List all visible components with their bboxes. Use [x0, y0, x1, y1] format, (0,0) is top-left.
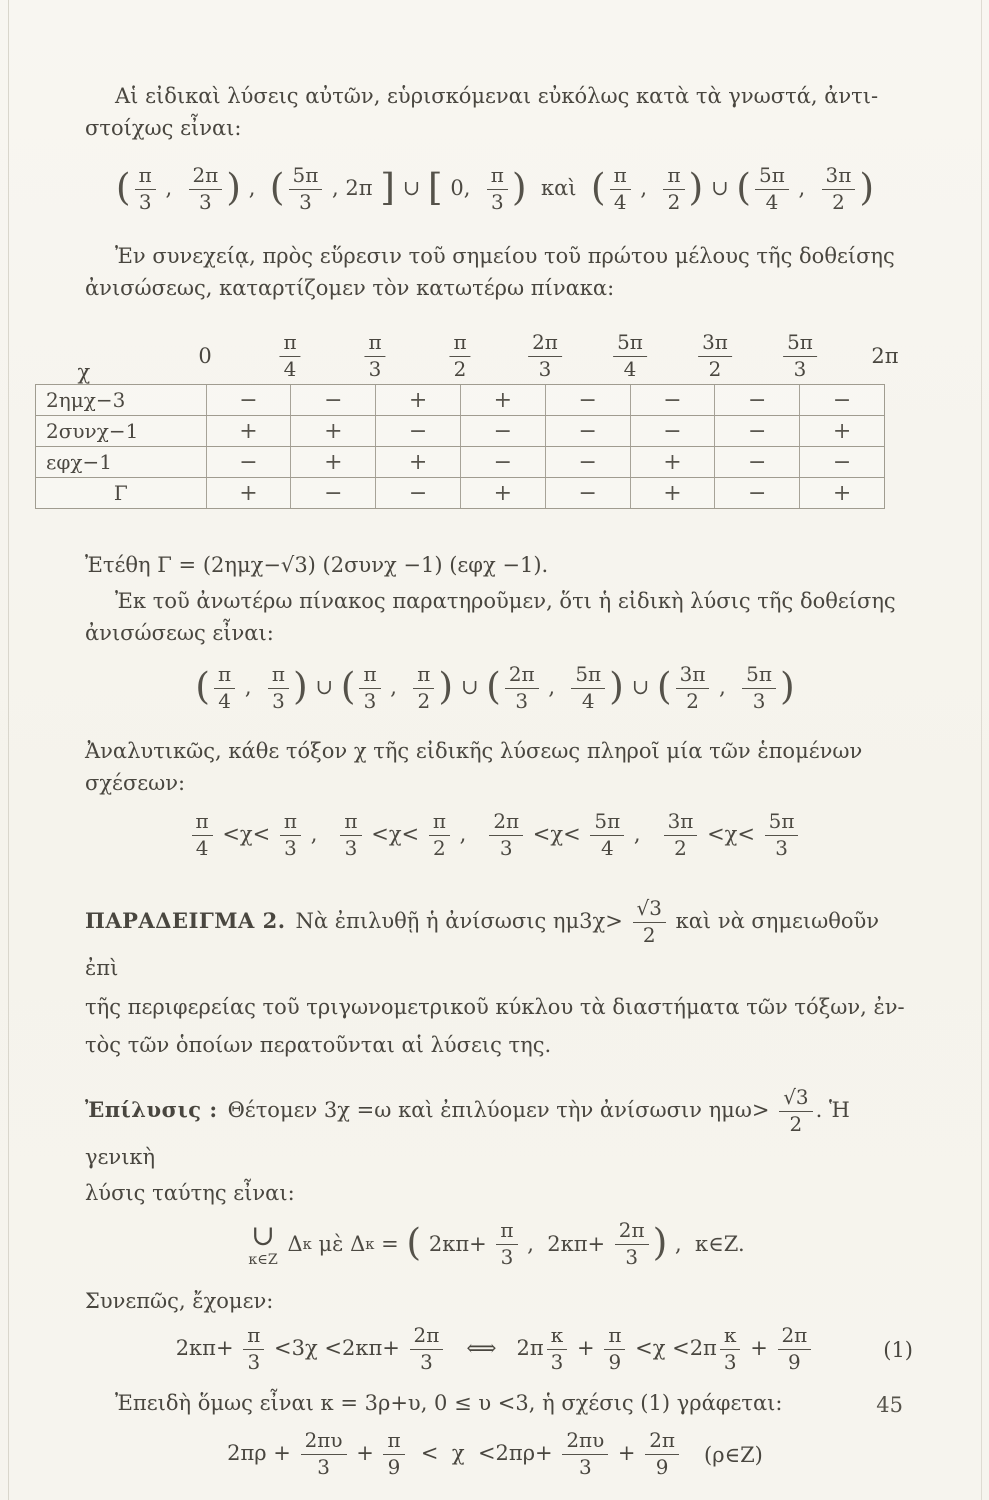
- fraction: $\frac{\pi}{3}$: [364, 331, 385, 382]
- table-x-value: [780, 328, 820, 384]
- paragraph-observe: [85, 585, 905, 649]
- table-row-label: 2συνχ−1: [46, 419, 139, 443]
- sign-cell: −: [630, 416, 715, 446]
- fraction: $\frac{5\pi}{3}$: [289, 164, 323, 215]
- fraction: $\frac{√3}{2}$: [633, 897, 666, 948]
- paragraph-intro: [85, 80, 905, 144]
- table-row: [36, 385, 884, 415]
- table-row-label: Γ: [113, 481, 128, 505]
- fraction: $\frac{5\pi}{3}$: [783, 331, 817, 382]
- fraction: $\frac{3\pi}{2}$: [664, 810, 698, 861]
- fraction: $\frac{2\pi}{3}$: [615, 1219, 649, 1270]
- under-stack: ∪ κ∈Z: [248, 1218, 278, 1269]
- sign-cell: +: [206, 416, 291, 446]
- sign-cell: −: [545, 478, 630, 508]
- table-x-value: [695, 328, 735, 384]
- fraction: $\frac{5\pi}{3}$: [742, 663, 776, 714]
- formula-general-solution: ∪ κ∈Z Δ κ μὲ Δ κ = ( 2κπ+ $\frac{\pi}{3}$ , 2κπ+ $\frac{2\pi}{3}$ ) , κ∈Z.: [248, 1218, 745, 1270]
- text-line: τὸς τῶν ὁποίων περατοῦνται αἱ λύσεις της.: [85, 1032, 552, 1057]
- text-line: Ἐκ τοῦ ἀνωτέρω πίνακος παρατηροῦμεν, ὅτι ἡ εἰδικὴ λύσις τῆς δοθείσης: [115, 589, 896, 613]
- sign-cell: −: [799, 385, 884, 415]
- table-x-value: [446, 328, 473, 384]
- fraction: $\frac{\pi}{3}$: [280, 810, 301, 861]
- fraction: $\frac{\pi}{3}$: [487, 164, 508, 215]
- table-x-value: [610, 328, 650, 384]
- sign-cell: +: [460, 478, 545, 508]
- text-line: τῆς περιφερείας τοῦ τριγωνομετρικοῦ κύκλου τὰ διαστήματα τῶν τόξων, ἐν-: [85, 994, 905, 1019]
- fraction: $\frac{2\pi}{3}$: [489, 810, 523, 861]
- sign-cell: +: [630, 447, 715, 477]
- table-row-label: εφχ−1: [46, 450, 112, 474]
- fraction: $\frac{2\pi}{9}$: [778, 1324, 812, 1375]
- solution-text: Θέτομεν 3χ =ω καὶ ἐπιλύομεν τὴν ἀνίσωσιν ημω> $\frac{√3}{2}$ . Ἡ γενικὴ: [85, 1084, 850, 1169]
- fraction: $\frac{\pi}{3}$: [135, 164, 156, 215]
- table-row-label: 2ημχ−3: [46, 388, 126, 412]
- sign-cell: −: [206, 385, 291, 415]
- sign-table-header: [35, 328, 899, 384]
- sign-cell: −: [290, 478, 375, 508]
- example-2-label: ΠΑΡΑΔΕΙΓΜΑ 2.: [85, 907, 286, 933]
- equation-1-tag: (1): [883, 1337, 913, 1362]
- text-line: Αἱ εἰδικαὶ λύσεις αὐτῶν, εὑρισκόμεναι εὐκόλως κατὰ τὰ γνωστά, ἀντι-: [115, 84, 879, 108]
- fraction: $\frac{\pi}{3}$: [243, 1324, 264, 1375]
- solution-label: Ἐπίλυσις :: [85, 1096, 218, 1122]
- sign-cell: −: [375, 478, 460, 508]
- sign-cell: −: [714, 385, 799, 415]
- fraction: $\frac{3\pi}{2}$: [698, 331, 732, 382]
- fraction: $\frac{5\pi}{4}$: [755, 164, 789, 215]
- fraction: $\frac{\kappa}{3}$: [720, 1324, 741, 1375]
- fraction: $\frac{\pi}{3}$: [359, 663, 380, 714]
- table-x-value: 2π: [871, 344, 899, 368]
- page-number: 45: [876, 1393, 903, 1417]
- table-variable-x: χ: [77, 360, 91, 384]
- text-line: Ἐν συνεχείᾳ, πρὸς εὕρεσιν τοῦ σημείου τοῦ πρώτου μέλους τῆς δοθείσης: [115, 244, 895, 268]
- sign-table-grid: [35, 384, 885, 509]
- table-row: [36, 446, 884, 477]
- table-row: [36, 415, 884, 446]
- final-equation-tag: (ρ∈Z): [704, 1442, 763, 1467]
- fraction: $\frac{5\pi}{3}$: [765, 810, 799, 861]
- final-equation: [85, 1425, 905, 1485]
- equation-1: [85, 1321, 913, 1379]
- text-line: ἀνισώσεως εἶναι:: [85, 621, 274, 645]
- fraction: $\frac{3\pi}{2}$: [676, 663, 710, 714]
- fraction: $\frac{2\pi}{9}$: [645, 1429, 679, 1480]
- fraction: $\frac{\pi}{3}$: [496, 1219, 517, 1270]
- solution-first-line: [85, 1086, 905, 1177]
- sign-cell: −: [206, 447, 291, 477]
- sign-cell: −: [545, 385, 630, 415]
- formula-special-solutions: ( $\frac{\pi}{3}$ , $\frac{2\pi}{3}$ ) , ( $\frac{5\pi}{3}$ , 2π ] ∪ [ 0, $\frac{\pi}{3}$ ) καὶ ( $\frac{\pi}{4}$ , $\frac{\pi}{2}$ ) ∪ ( $\frac{5\pi}{4}$ , $\frac{3\pi}{2}$ ): [115, 162, 875, 214]
- fraction: $\frac{2\pi}{3}$: [505, 663, 539, 714]
- fraction: $\frac{√3}{2}$: [779, 1086, 812, 1137]
- final-equation-expression: 2πρ + $\frac{2\pi\upsilon}{3}$ + $\frac{\pi}{9}$ < χ <2πρ+ $\frac{2\pi\upsilon}{3}$ + $\frac{2\pi}{9}$: [227, 1429, 682, 1480]
- sign-cell: −: [630, 385, 715, 415]
- fraction: $\frac{\pi}{2}$: [429, 810, 450, 861]
- fraction: $\frac{\pi}{2}$: [449, 331, 470, 382]
- example-2-first-line: [85, 897, 905, 988]
- sign-cell: −: [460, 447, 545, 477]
- fraction: $\frac{\pi}{9}$: [383, 1429, 404, 1480]
- paragraph-table-intro: [85, 240, 905, 304]
- sign-cell: −: [714, 447, 799, 477]
- sign-cell: −: [460, 416, 545, 446]
- table-x-value: [276, 328, 303, 384]
- fraction: $\frac{\pi}{4}$: [214, 663, 235, 714]
- fraction: $\frac{\pi}{4}$: [610, 164, 631, 215]
- sign-cell: −: [375, 416, 460, 446]
- fraction: $\frac{\pi}{9}$: [604, 1324, 625, 1375]
- fraction: $\frac{5\pi}{4}$: [590, 810, 624, 861]
- sign-cell: −: [290, 385, 375, 415]
- subscript: κ: [365, 1235, 375, 1253]
- text-line: στοίχως εἶναι:: [85, 116, 242, 140]
- solution-section: [85, 1086, 905, 1209]
- sign-cell: +: [375, 447, 460, 477]
- table-row: [36, 477, 884, 508]
- gamma-definition: Ἐτέθη Γ = (2ημχ−√3) (2συνχ −1) (εφχ −1).: [85, 553, 549, 577]
- fraction: $\frac{\pi}{3}$: [268, 663, 289, 714]
- fraction: $\frac{\pi}{4}$: [192, 810, 213, 861]
- sign-cell: −: [545, 416, 630, 446]
- example-2-statement: Νὰ ἐπιλυθῇ ἡ ἀνίσωσις ημ3χ> $\frac{√3}{2}$ καὶ νὰ σημειωθοῦν ἐπὶ: [85, 896, 880, 980]
- example-2: [85, 897, 905, 1064]
- sign-table: [35, 328, 899, 509]
- sign-cell: −: [799, 447, 884, 477]
- fraction: $\frac{\pi}{3}$: [340, 810, 361, 861]
- fraction: $\frac{\pi}{2}$: [413, 663, 434, 714]
- fraction: $\frac{\kappa}{3}$: [547, 1324, 568, 1375]
- fraction: $\frac{2\pi}{3}$: [189, 164, 223, 215]
- table-x-value: [525, 328, 565, 384]
- fraction: $\frac{\pi}{2}$: [663, 164, 684, 215]
- sign-cell: −: [714, 478, 799, 508]
- sign-cell: +: [375, 385, 460, 415]
- sign-cell: +: [799, 416, 884, 446]
- fraction: $\frac{2\pi\upsilon}{3}$: [301, 1429, 347, 1480]
- sign-cell: −: [545, 447, 630, 477]
- table-x-value: 0: [198, 344, 212, 368]
- sign-cell: +: [206, 478, 291, 508]
- sign-cell: +: [630, 478, 715, 508]
- fraction: $\frac{5\pi}{4}$: [613, 331, 647, 382]
- sign-cell: +: [460, 385, 545, 415]
- table-x-value: [361, 328, 388, 384]
- subscript: κ: [302, 1235, 312, 1253]
- sign-cell: −: [714, 416, 799, 446]
- fraction: $\frac{2\pi}{3}$: [528, 331, 562, 382]
- fraction: $\frac{2\pi\upsilon}{3}$: [562, 1429, 608, 1480]
- text-line: λύσις ταύτης εἶναι:: [85, 1180, 295, 1205]
- paragraph-since: Ἐπειδὴ ὅμως εἶναι κ = 3ρ+υ, 0 ≤ υ <3, ἡ σχέσις (1) γράφεται:: [115, 1390, 783, 1415]
- fraction: $\frac{\pi}{4}$: [279, 331, 300, 382]
- equation-1-expression: 2κπ+ $\frac{\pi}{3}$ <3χ <2κπ+ $\frac{2\pi}{3}$ ⟺ 2π $\frac{\kappa}{3}$ + $\frac{\pi}{9}$ <χ <2π $\frac{\kappa}{3}$ + $\frac{2\pi}{9}$: [176, 1324, 815, 1375]
- fraction: $\frac{5\pi}{4}$: [571, 663, 605, 714]
- sign-cell: +: [290, 416, 375, 446]
- fraction: $\frac{2\pi}{3}$: [410, 1324, 444, 1375]
- sign-cell: +: [799, 478, 884, 508]
- paragraph-consequently: Συνεπῶς, ἔχομεν:: [85, 1288, 274, 1313]
- paragraph-analytic: Ἀναλυτικῶς, κάθε τόξον χ τῆς εἰδικῆς λύσεως πληροῖ μία τῶν ἑπομένων σχέσεων:: [85, 739, 863, 795]
- sign-cell: +: [290, 447, 375, 477]
- formula-inequality-ranges: $\frac{\pi}{4}$ <χ< $\frac{\pi}{3}$ , $\frac{\pi}{3}$ <χ< $\frac{\pi}{2}$ , $\frac{2\pi}{3}$ <χ< $\frac{5\pi}{4}$ , $\frac{3\pi}{2}$ <χ< $\frac{5\pi}{3}$: [85, 807, 905, 863]
- formula-special-solution-union: ( $\frac{\pi}{4}$ , $\frac{\pi}{3}$ ) ∪ ( $\frac{\pi}{3}$ , $\frac{\pi}{2}$ ) ∪ ( $\frac{2\pi}{3}$ , $\frac{5\pi}{4}$ ) ∪ ( $\frac{3\pi}{2}$ , $\frac{5\pi}{3}$ ): [195, 661, 795, 713]
- text-line: ἀνισώσεως, καταρτίζομεν τὸν κατωτέρω πίνακα:: [85, 276, 615, 300]
- fraction: $\frac{3\pi}{2}$: [822, 164, 856, 215]
